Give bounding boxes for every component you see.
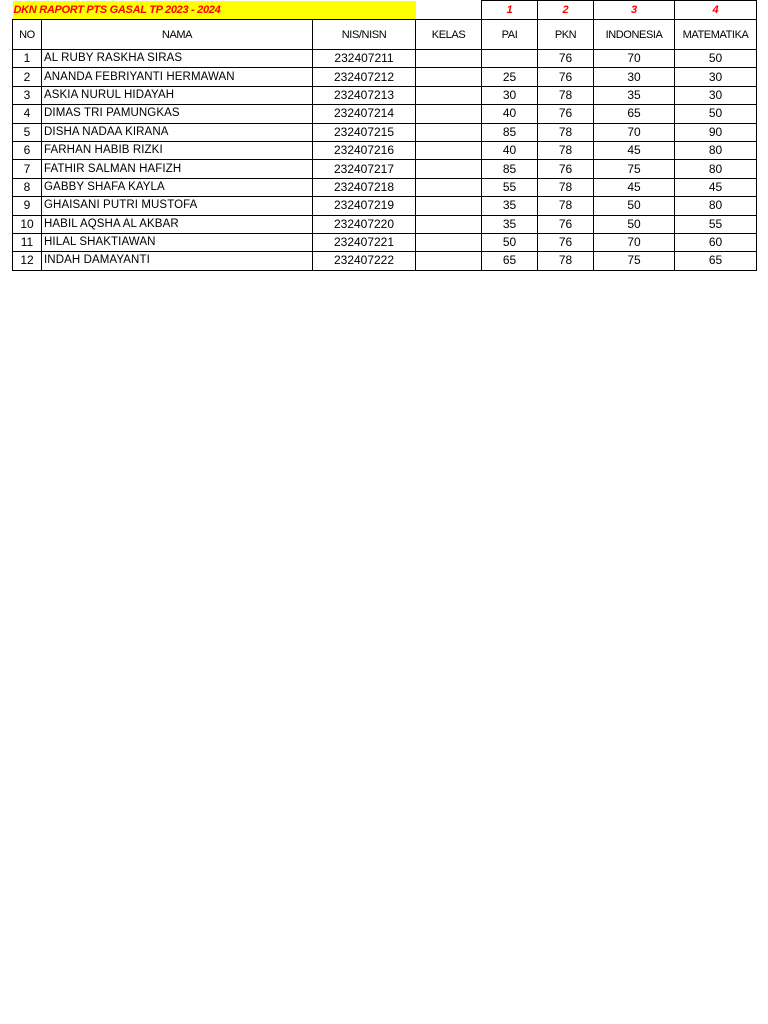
cell-kelas bbox=[416, 178, 482, 196]
cell-indonesia: 75 bbox=[594, 160, 675, 178]
table-row bbox=[13, 50, 757, 68]
title-blank-cell bbox=[416, 1, 482, 20]
cell-pai: 85 bbox=[482, 123, 538, 141]
table-row bbox=[13, 68, 757, 86]
cell-nama: AL RUBY RASKHA SIRAS bbox=[42, 50, 313, 68]
header-matematika: MATEMATIKA bbox=[675, 20, 757, 50]
table-row bbox=[13, 105, 757, 123]
cell-pai bbox=[482, 50, 538, 68]
cell-nis: 232407220 bbox=[313, 215, 416, 233]
cell-matematika: 90 bbox=[675, 123, 757, 141]
cell-kelas bbox=[416, 233, 482, 251]
cell-kelas bbox=[416, 197, 482, 215]
cell-pai: 30 bbox=[482, 86, 538, 104]
cell-no: 3 bbox=[13, 86, 42, 104]
cell-pkn: 78 bbox=[538, 123, 594, 141]
cell-nis: 232407219 bbox=[313, 197, 416, 215]
cell-pkn: 76 bbox=[538, 215, 594, 233]
header-nama: NAMA bbox=[42, 20, 313, 50]
cell-indonesia: 30 bbox=[594, 68, 675, 86]
cell-no: 11 bbox=[13, 233, 42, 251]
table-row bbox=[13, 160, 757, 178]
cell-pkn: 76 bbox=[538, 233, 594, 251]
cell-pkn: 76 bbox=[538, 50, 594, 68]
cell-kelas bbox=[416, 160, 482, 178]
cell-pai: 40 bbox=[482, 141, 538, 159]
cell-matematika: 80 bbox=[675, 141, 757, 159]
report-title: DKN RAPORT PTS GASAL TP 2023 - 2024 bbox=[13, 1, 416, 20]
header-kelas: KELAS bbox=[416, 20, 482, 50]
cell-nis: 232407216 bbox=[313, 141, 416, 159]
cell-nis: 232407221 bbox=[313, 233, 416, 251]
table-row bbox=[13, 178, 757, 196]
cell-nis: 232407217 bbox=[313, 160, 416, 178]
table-row bbox=[13, 252, 757, 270]
cell-matematika: 50 bbox=[675, 50, 757, 68]
cell-indonesia: 70 bbox=[594, 50, 675, 68]
table-row bbox=[13, 233, 757, 251]
cell-kelas bbox=[416, 215, 482, 233]
cell-no: 4 bbox=[13, 105, 42, 123]
cell-nis: 232407222 bbox=[313, 252, 416, 270]
cell-no: 9 bbox=[13, 197, 42, 215]
header-indonesia: INDONESIA bbox=[594, 20, 675, 50]
cell-nama: INDAH DAMAYANTI bbox=[42, 252, 313, 270]
cell-nama: FARHAN HABIB RIZKI bbox=[42, 141, 313, 159]
table-row bbox=[13, 123, 757, 141]
subject-number-pkn: 2 bbox=[538, 1, 594, 20]
cell-no: 7 bbox=[13, 160, 42, 178]
cell-no: 10 bbox=[13, 215, 42, 233]
cell-pai: 25 bbox=[482, 68, 538, 86]
table-row bbox=[13, 141, 757, 159]
cell-no: 6 bbox=[13, 141, 42, 159]
cell-pkn: 78 bbox=[538, 252, 594, 270]
cell-no: 5 bbox=[13, 123, 42, 141]
subject-number-pai: 1 bbox=[482, 1, 538, 20]
cell-nis: 232407218 bbox=[313, 178, 416, 196]
cell-nama: DIMAS TRI PAMUNGKAS bbox=[42, 105, 313, 123]
cell-pkn: 78 bbox=[538, 141, 594, 159]
cell-pai: 55 bbox=[482, 178, 538, 196]
cell-kelas bbox=[416, 105, 482, 123]
cell-matematika: 65 bbox=[675, 252, 757, 270]
subject-number-indonesia: 3 bbox=[594, 1, 675, 20]
cell-no: 2 bbox=[13, 68, 42, 86]
cell-matematika: 30 bbox=[675, 68, 757, 86]
cell-pai: 35 bbox=[482, 197, 538, 215]
cell-matematika: 30 bbox=[675, 86, 757, 104]
cell-nama: ANANDA FEBRIYANTI HERMAWAN bbox=[42, 68, 313, 86]
cell-kelas bbox=[416, 141, 482, 159]
title-row bbox=[13, 1, 757, 20]
cell-indonesia: 45 bbox=[594, 141, 675, 159]
cell-indonesia: 65 bbox=[594, 105, 675, 123]
cell-matematika: 45 bbox=[675, 178, 757, 196]
header-no: NO bbox=[13, 20, 42, 50]
cell-matematika: 55 bbox=[675, 215, 757, 233]
cell-nama: DISHA NADAA KIRANA bbox=[42, 123, 313, 141]
cell-indonesia: 45 bbox=[594, 178, 675, 196]
cell-kelas bbox=[416, 50, 482, 68]
subject-number-matematika: 4 bbox=[675, 1, 757, 20]
cell-pkn: 76 bbox=[538, 68, 594, 86]
cell-nama: GABBY SHAFA KAYLA bbox=[42, 178, 313, 196]
cell-no: 1 bbox=[13, 50, 42, 68]
cell-nama: FATHIR SALMAN HAFIZH bbox=[42, 160, 313, 178]
cell-indonesia: 70 bbox=[594, 233, 675, 251]
cell-nis: 232407214 bbox=[313, 105, 416, 123]
cell-pai: 40 bbox=[482, 105, 538, 123]
cell-kelas bbox=[416, 252, 482, 270]
cell-no: 8 bbox=[13, 178, 42, 196]
cell-matematika: 80 bbox=[675, 197, 757, 215]
header-pai: PAI bbox=[482, 20, 538, 50]
cell-nis: 232407215 bbox=[313, 123, 416, 141]
header-row bbox=[13, 20, 757, 50]
cell-nis: 232407213 bbox=[313, 86, 416, 104]
grade-table bbox=[12, 0, 757, 271]
cell-pkn: 76 bbox=[538, 160, 594, 178]
cell-nama: HILAL SHAKTIAWAN bbox=[42, 233, 313, 251]
cell-nis: 232407212 bbox=[313, 68, 416, 86]
cell-pai: 65 bbox=[482, 252, 538, 270]
header-nis: NIS/NISN bbox=[313, 20, 416, 50]
cell-indonesia: 75 bbox=[594, 252, 675, 270]
grade-table-body bbox=[13, 1, 757, 271]
cell-pkn: 78 bbox=[538, 178, 594, 196]
header-pkn: PKN bbox=[538, 20, 594, 50]
cell-pkn: 76 bbox=[538, 105, 594, 123]
cell-indonesia: 50 bbox=[594, 215, 675, 233]
cell-matematika: 60 bbox=[675, 233, 757, 251]
cell-pai: 85 bbox=[482, 160, 538, 178]
cell-indonesia: 70 bbox=[594, 123, 675, 141]
cell-nama: GHAISANI PUTRI MUSTOFA bbox=[42, 197, 313, 215]
cell-kelas bbox=[416, 86, 482, 104]
cell-indonesia: 35 bbox=[594, 86, 675, 104]
table-row bbox=[13, 197, 757, 215]
cell-pai: 35 bbox=[482, 215, 538, 233]
cell-indonesia: 50 bbox=[594, 197, 675, 215]
cell-pkn: 78 bbox=[538, 197, 594, 215]
cell-matematika: 50 bbox=[675, 105, 757, 123]
table-row bbox=[13, 86, 757, 104]
cell-kelas bbox=[416, 123, 482, 141]
cell-nis: 232407211 bbox=[313, 50, 416, 68]
cell-pai: 50 bbox=[482, 233, 538, 251]
cell-pkn: 78 bbox=[538, 86, 594, 104]
cell-kelas bbox=[416, 68, 482, 86]
cell-no: 12 bbox=[13, 252, 42, 270]
cell-nama: ASKIA NURUL HIDAYAH bbox=[42, 86, 313, 104]
table-row bbox=[13, 215, 757, 233]
cell-matematika: 80 bbox=[675, 160, 757, 178]
cell-nama: HABIL AQSHA AL AKBAR bbox=[42, 215, 313, 233]
